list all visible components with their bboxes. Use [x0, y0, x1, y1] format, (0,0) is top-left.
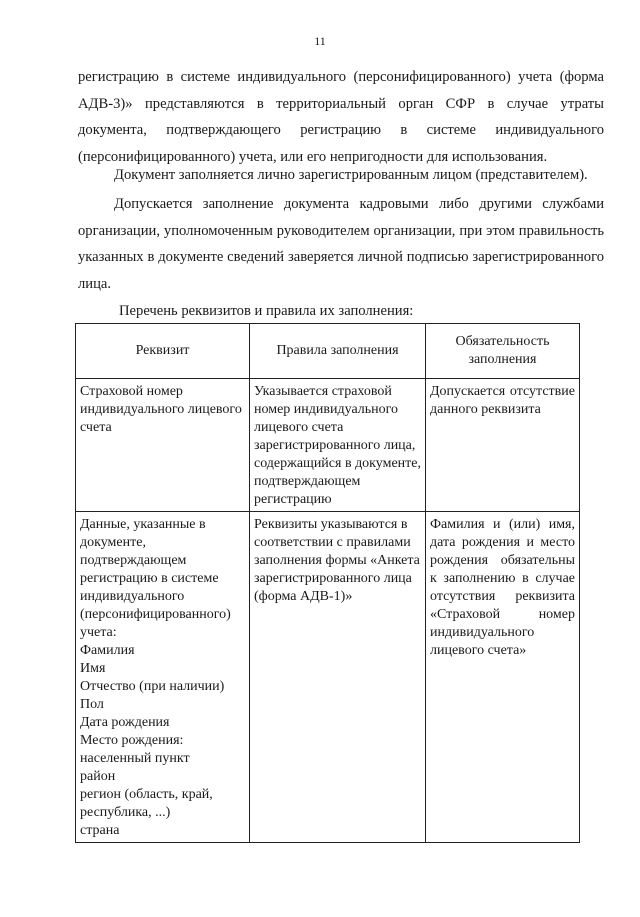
header-requisite: Реквизит: [76, 324, 250, 379]
cell-obligation: [426, 379, 580, 512]
requisite-line: Данные, указанные в документе, подтверждающем регистрацию в системе индивидуального (персонифицированного) учета:: [80, 517, 231, 640]
requisite-line: Отчество (при наличии): [80, 679, 225, 694]
requisite-lines: [80, 516, 245, 840]
requisite-line: регион (область, край, республика, ...): [80, 787, 213, 820]
rules-text: Указывается страховой номер индивидуального лицевого счета зарегистрированного лица, содержащийся в документе, подтверждающем регистрацию: [254, 384, 422, 507]
requisites-table-wrapper: [75, 323, 580, 843]
paragraph-2-text: Документ заполняется лично зарегистрированным лицом (представителем).: [114, 167, 588, 183]
table-row: [76, 512, 580, 843]
table-caption: Перечень реквизитов и правила их заполнения:: [119, 303, 414, 319]
paragraph-1-text: регистрацию в системе индивидуального (персонифицированного) учета (форма АДВ-3)» представляются в территориальный орган СФР в случае утраты документа, подтверждающего регистрацию в системе индивидуального (персонифицированного) учета, или его непригодности для использования.: [78, 69, 604, 165]
obligation-text: Допускается отсутствие данного реквизита: [430, 384, 575, 417]
rules-text: Реквизиты указываются в соответствии с правилами заполнения формы «Анкета зарегистрированного лица (форма АДВ-1)»: [254, 517, 420, 604]
table-row: [76, 379, 580, 512]
paragraph-1: [78, 64, 604, 170]
requisite-line: Место рождения:: [80, 733, 184, 748]
requisite-line: Дата рождения: [80, 715, 170, 730]
requisite-line: район: [80, 769, 116, 784]
header-rules: Правила заполнения: [250, 324, 426, 379]
cell-rules: [250, 379, 426, 512]
page-number: 11: [314, 34, 326, 48]
requisite-text: Страховой номер индивидуального лицевого счета: [80, 384, 242, 435]
requisite-line: Фамилия: [80, 643, 135, 658]
cell-requisite: [76, 379, 250, 512]
requisite-line: Пол: [80, 697, 104, 712]
obligation-text: Фамилия и (или) имя, дата рождения и место рождения обязательны к заполнению в случае отсутствия реквизита «Страховой номер индивидуального лицевого счета»: [430, 517, 575, 658]
paragraph-2: [78, 162, 604, 189]
header-obligation: Обязательность заполнения: [426, 324, 580, 379]
cell-requisite: [76, 512, 250, 843]
cell-obligation: [426, 512, 580, 843]
table-header-row: [76, 324, 580, 379]
requisite-line: населенный пункт: [80, 751, 190, 766]
paragraph-3: [78, 191, 604, 297]
requisite-line: страна: [80, 823, 120, 838]
requisite-line: Имя: [80, 661, 106, 676]
paragraph-3-text: Допускается заполнение документа кадровыми либо другими службами организации, уполномоченным руководителем организации, при этом правильность указанных в документе сведений заверяется личной подписью зарегистрированного лица.: [78, 196, 604, 292]
requisites-table: [75, 323, 580, 843]
cell-rules: [250, 512, 426, 843]
